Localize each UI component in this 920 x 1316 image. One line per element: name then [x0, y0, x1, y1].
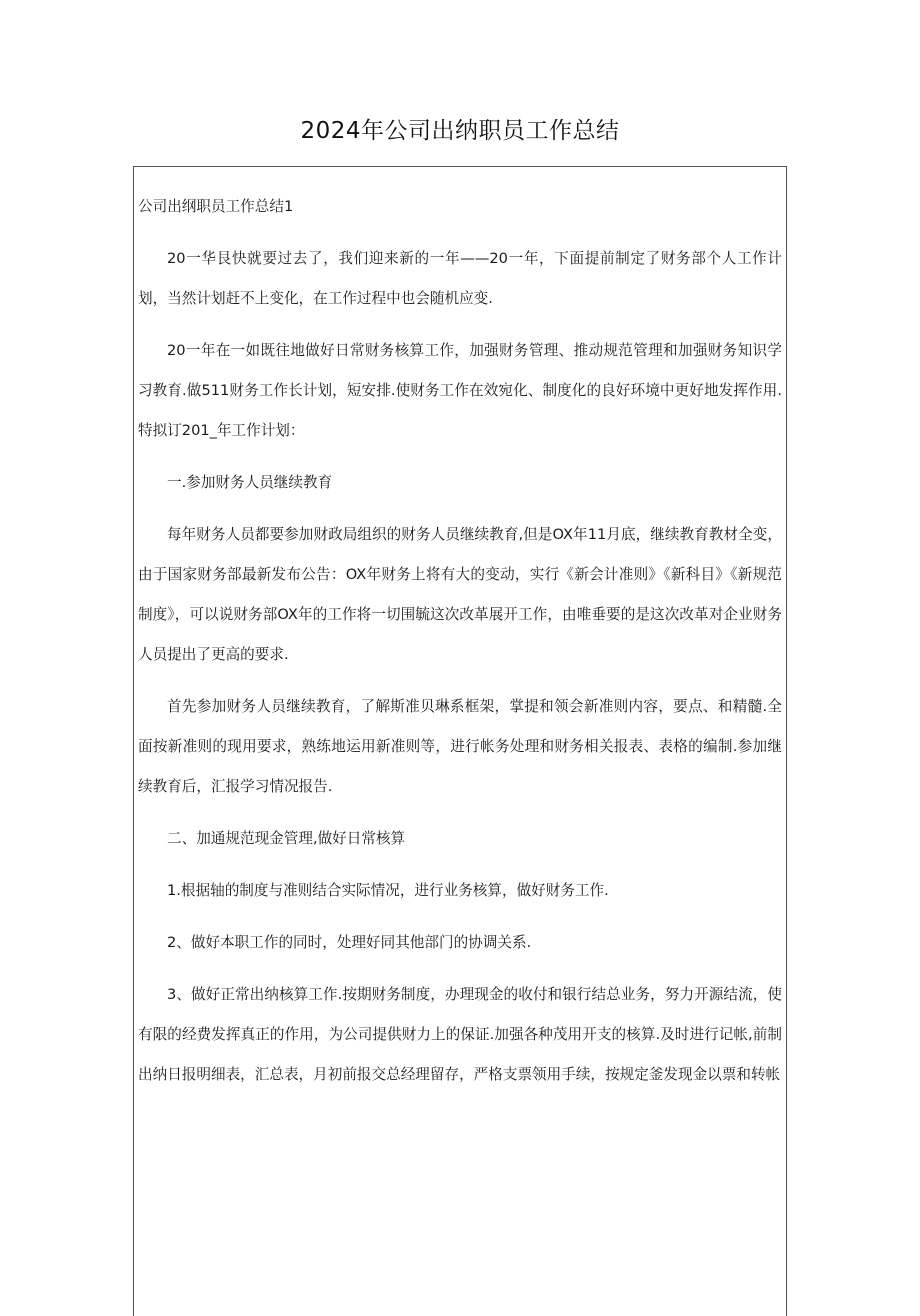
subheading: 二、加通规范现金管理,做好日常核算	[167, 830, 406, 847]
document-title: 2024年公司出纳职员工作总结	[300, 118, 620, 144]
subheading: 一.参加财务人员继续教育	[167, 474, 333, 491]
paragraph: 20一华艮快就要过去了，我们迎来新的一年——20一年，下面提前制定了财务部个人工作计划，当然计划赶不上变化，在工作过程中也会随机应变.	[138, 250, 782, 307]
paragraph: 每年财务人员都要参加财政局组织的财务人员继续教育,但是OX年11月底，继续教育教材全变，由于国家财务部最新发布公告：OX年财务上将有大的变动，实行《新会计准则》《新科目》《新规范制度》，可以说财务部OX年的工作将一切围毓这次改革展开工作，由唯垂要的是这次改革对企业财务人员提出了更高的要求.	[138, 526, 782, 663]
list-item: 1.根据轴的制度与准则结合实际情况，进行业务核算，做好财务工作.	[167, 882, 609, 899]
list-item: 2、做好本职工作的同时，处理好同其他部门的协调关系.	[167, 934, 532, 951]
list-item: 3、做好正常出纳核算工作.按期财务制度，办理现金的收付和银行结总业务，努力开源结流，使有限的经费发挥真正的作用，为公司提供财力上的保证.加强各种茂用开支的核算.及时进行记帐,前制出纳日报明细表，汇总表，月初前报交总经理留存，严格支票领用手续，按规定釜发现金以票和转帐	[138, 986, 782, 1083]
section-heading: 公司出纲职员工作总结1	[138, 198, 294, 215]
paragraph: 20一年在一如既往地做好日常财务核算工作，加强财务管理、推动规范管理和加强财务知识学习教育.做511财务工作长计划，短安排.使财务工作在效宛化、制度化的良好环境中更好地发挥作用.特拟订201_年工作计划：	[138, 342, 782, 439]
document-body	[134, 167, 786, 1095]
content-frame	[133, 166, 787, 1316]
paragraph: 首先参加财务人员继续教育，了解斯准贝琳系框架，掌提和领会新准则内容，要点、和精髓.全面按新准则的现用要求，熟练地运用新准则等，进行帐务处理和财务相关报表、表格的编制.参加继续教育后，汇报学习情况报告.	[138, 698, 782, 795]
